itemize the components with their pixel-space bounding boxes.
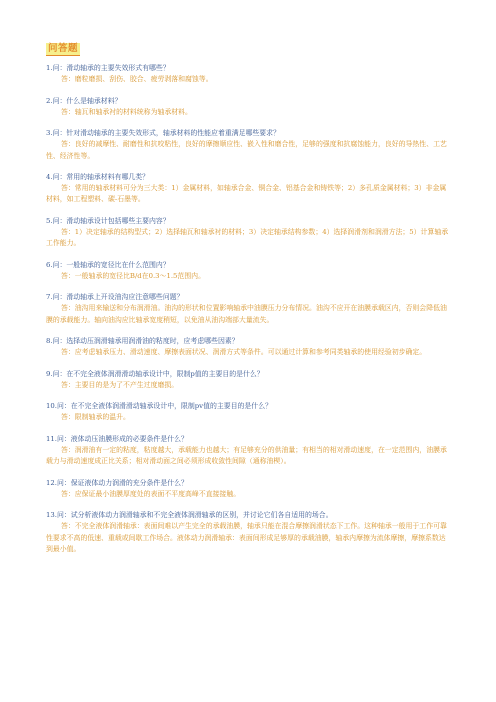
qa-item [46,216,452,250]
question-text: 6.问：一般轴承的宽径比在什么范围内？ [46,260,170,269]
qa-list [46,63,452,565]
answer-text: 答：润滑油有一定的粘度，粘度越大，承载能力也越大；有足够充分的供油量；有相当的相对滑动速度，在一定范围内，油膜承载力与滑动速度成正比关系；相对滑动面之间必须形成收敛性间隙（通称油楔）。 [46,445,447,466]
qa-item [46,478,452,500]
qa-item [46,510,452,555]
qa-item [46,292,452,326]
answer-text: 答：轴瓦和轴承衬的材料统称为轴承材料。 [61,107,192,116]
qa-item [46,260,452,282]
qa-item [46,128,452,162]
question-text: 5.问：滑动轴承设计包括哪些主要内容？ [46,216,170,225]
question-text: 8.问：选择动压润滑轴承用润滑油的粘度时，应考虑哪些因素？ [46,336,239,345]
qa-item [46,336,452,358]
answer-text: 答：常用的轴承材料可分为三大类：1）金属材料，如轴承合金、铜合金、铝基合金和铸铁等；2）多孔质金属材料；3）非金属材料，如工程塑料、碳-石墨等。 [46,184,447,204]
qa-item [46,96,452,118]
question-text: 10.问：在不完全液体润滑滑动轴承设计中，限制pv值的主要目的是什么？ [46,402,272,411]
question-text: 11.问：液体动压油膜形成的必要条件是什么？ [46,434,188,443]
question-text: 9.问：在不完全液体润滑滑动轴承设计中，限制p值的主要目的是什么？ [46,369,264,378]
section-title: 问答题 [48,43,79,54]
answer-text: 答：限制轴承的温升。 [61,413,130,422]
answer-text: 答：应保证最小油膜厚度处的表面不平度高峰不直接接触。 [61,489,241,498]
answer-text: 答：油沟用来输送和分布润滑油。油沟的形状和位置影响轴承中油膜压力分布情况。油沟不应开在油膜承载区内，否则会降低油膜的承载能力。轴向油沟应比轴承宽度稍短，以免油从油沟端部大量流失。 [46,304,447,324]
qa-item [46,369,452,391]
answer-text: 答：一般轴承的宽径比B/d在0.3～1.5范围内。 [61,271,205,280]
qa-item [46,401,452,423]
qa-item [46,63,452,85]
qa-item [46,434,452,468]
question-text: 2.问：什么是轴承材料？ [46,96,122,105]
answer-text: 答：应考虑轴承压力、滑动速度、摩擦表面状况、润滑方式等条件。可以通过计算和参考同类轴承的使用经验初步确定。 [61,348,427,357]
question-text: 4.问：常用的轴承材料有哪几类？ [46,172,150,181]
question-text: 12.问：保证液体动力润滑的充分条件是什么？ [46,478,188,487]
answer-text: 答：1）决定轴承的结构型式；2）选择轴瓦和轴承衬的材料；3）决定轴承结构参数；4）选择润滑剂和润滑方法；5）计算轴承工作能力。 [46,227,449,248]
answer-text: 答：不完全液体润滑轴承：表面间难以产生完全的承载油膜，轴承只能在混合摩擦润滑状态下工作。这种轴承一般用于工作可靠性要求不高的低速、重载或间歇工作场合。液体动力润滑轴承：表面间形成足够厚的承载油膜，轴承内摩擦为流体摩擦，摩擦系数达到最小值。 [46,522,447,553]
answer-text: 答：磨粒磨损、刮伤、胶合、疲劳剥落和腐蚀等。 [61,75,213,84]
qa-item [46,172,452,206]
answer-text: 答：良好的减摩性、耐磨性和抗咬粘性，良好的摩擦顺应性、嵌入性和磨合性，足够的强度和抗腐蚀能力，良好的导热性、工艺性、经济性等。 [46,140,447,160]
question-text: 3.问：针对滑动轴承的主要失效形式，轴承材料的性能应着重满足哪些要求？ [46,129,280,138]
question-text: 7.问：滑动轴承上开设油沟应注意哪些问题？ [46,293,184,302]
question-text: 1.问：滑动轴承的主要失效形式有哪些？ [46,64,170,72]
question-text: 13.问：试分析液体动力润滑轴承和不完全液体润滑轴承的区别，并讨论它们各自适用的场合。 [46,511,333,520]
answer-text: 答：主要目的是为了不产生过度磨损。 [61,380,179,389]
